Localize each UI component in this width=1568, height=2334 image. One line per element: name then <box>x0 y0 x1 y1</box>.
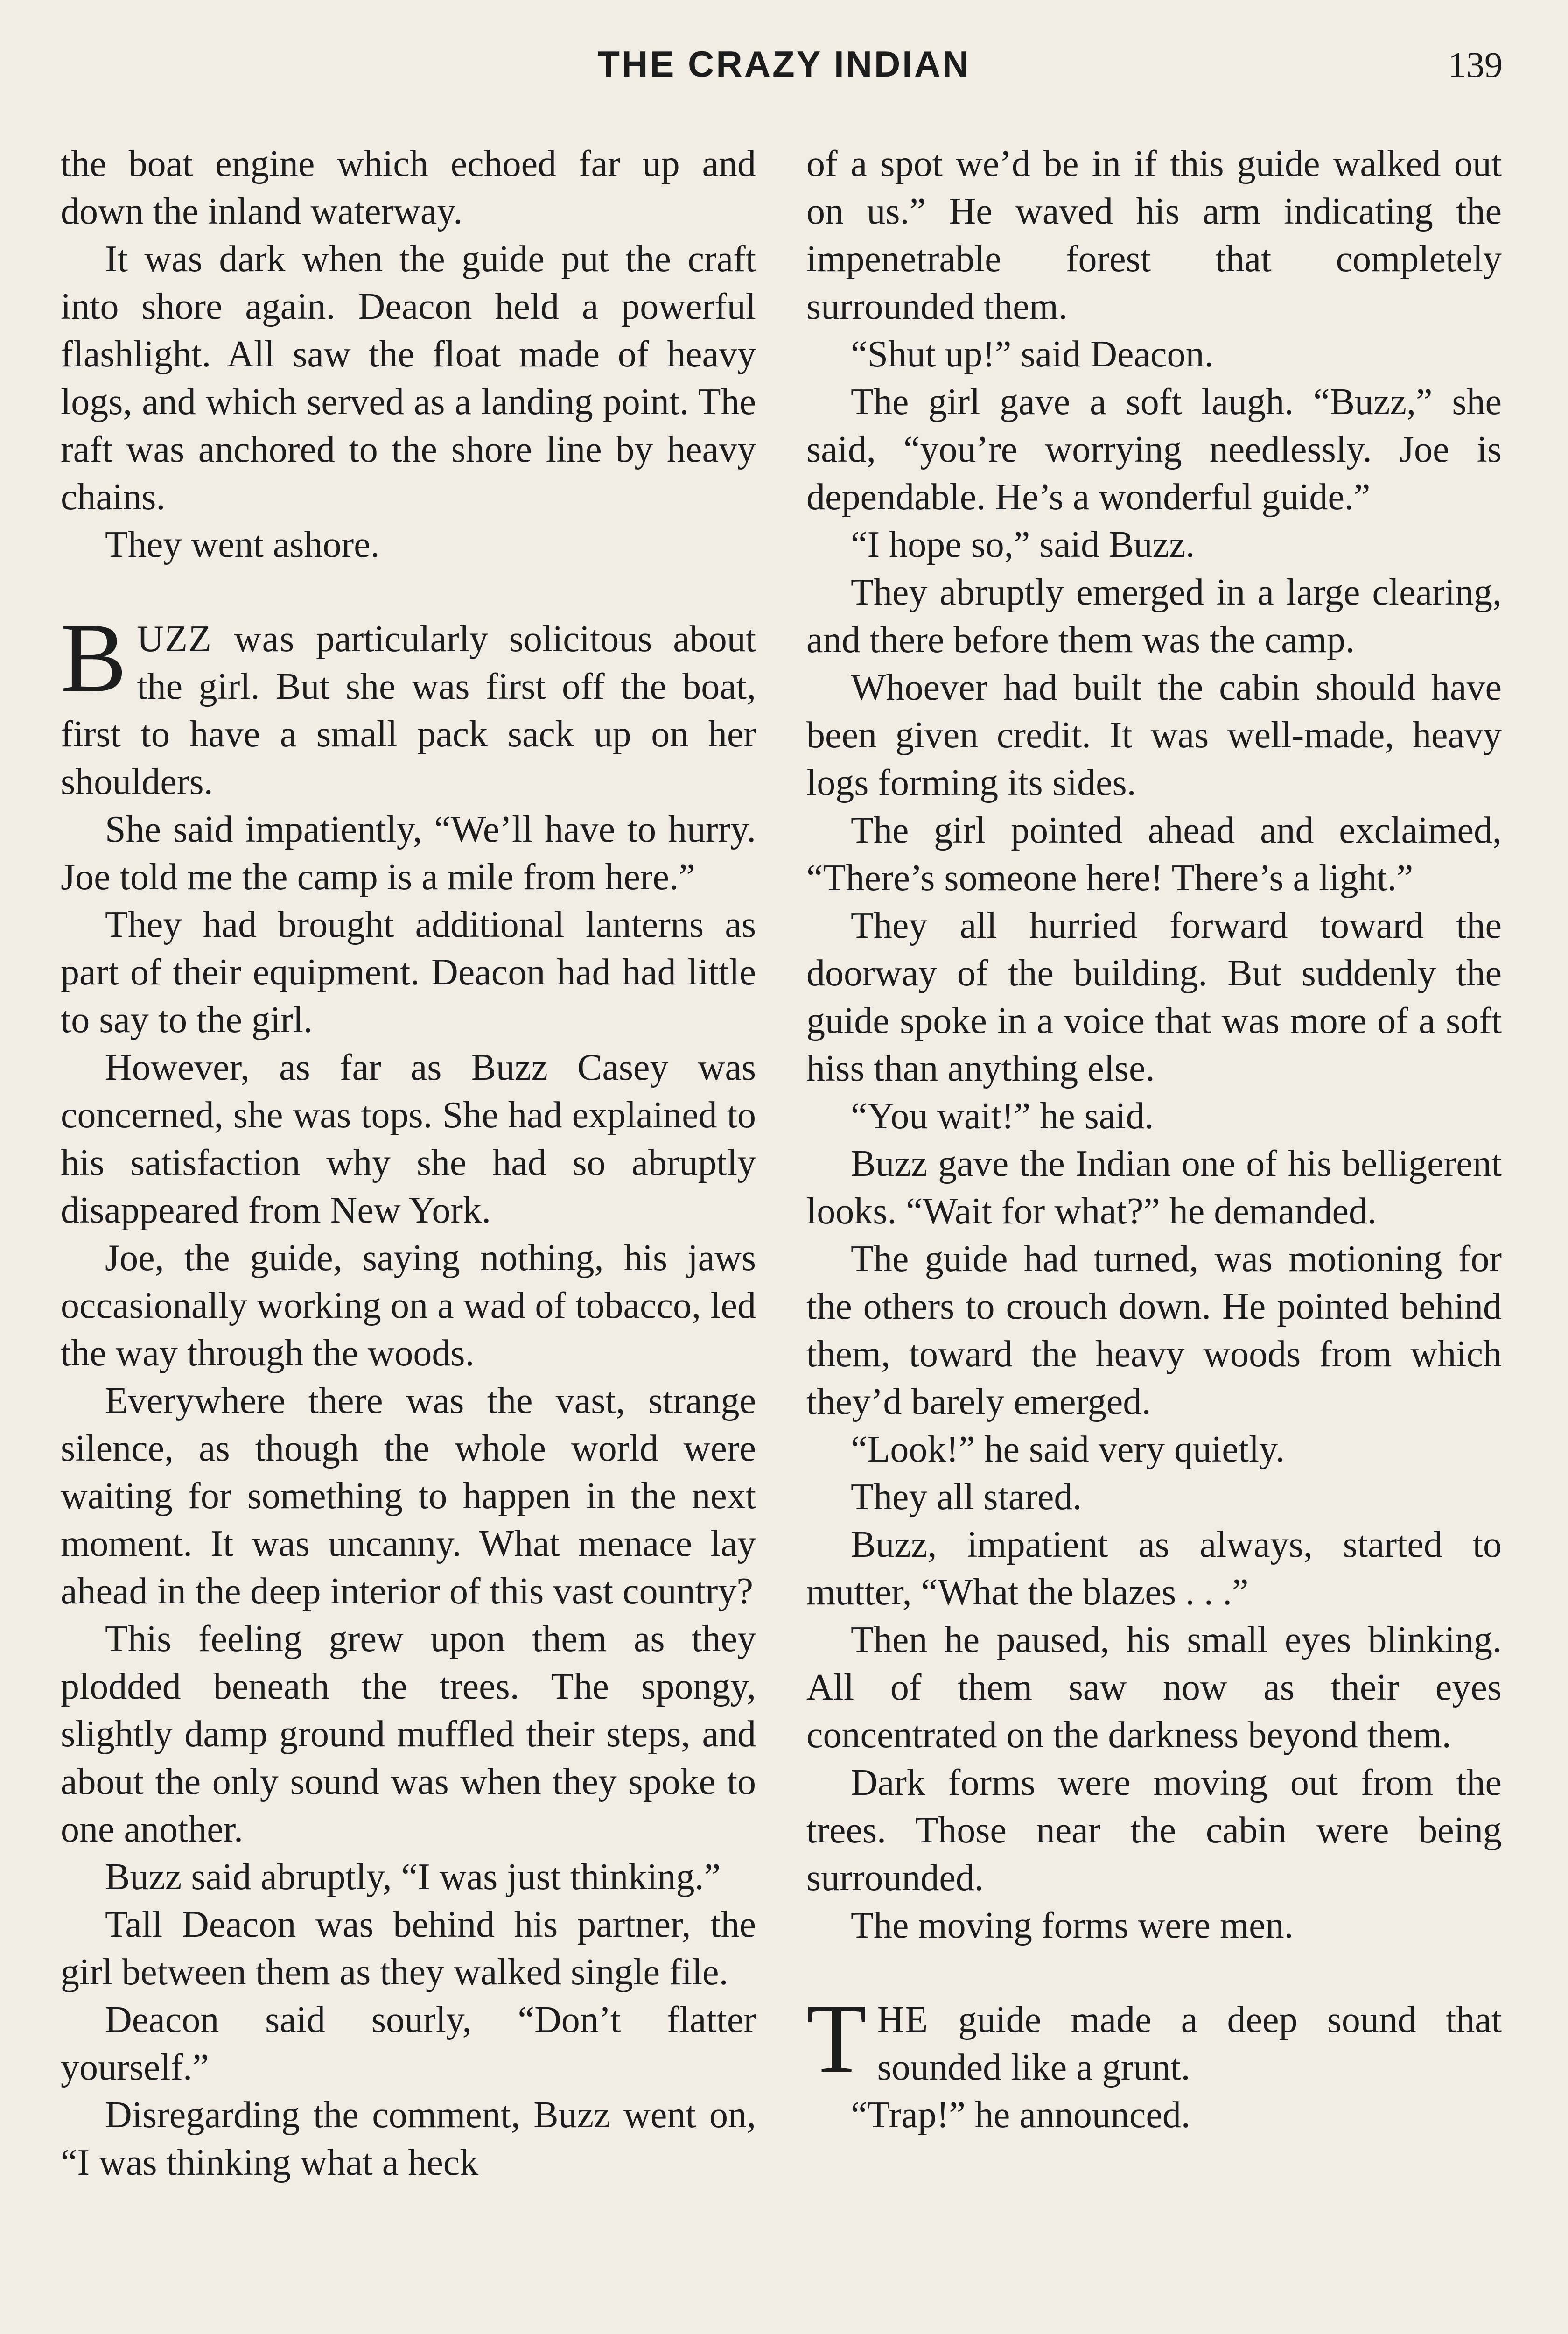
paragraph: “I hope so,” said Buzz. <box>851 524 1195 565</box>
paragraph: Buzz gave the Indian one of his belligerent looks. “Wait for what?” he demanded. <box>806 1143 1502 1232</box>
page-header <box>61 43 1507 104</box>
drop-cap-letter: B <box>61 603 127 712</box>
paragraph: It was dark when the guide put the craft into shore again. Deacon held a powerful flashlight. All saw the float made of heavy logs, and which served as a landing point. The raft was anchored to the shore line by heavy chains. <box>61 239 756 518</box>
paragraph: They went ashore. <box>105 524 380 565</box>
paragraph: Buzz said abruptly, “I was just thinking.” <box>105 1856 721 1898</box>
paragraph: Everywhere there was the vast, strange silence, as though the whole world were waiting for something to happen in the next moment. It was uncanny. What menace lay ahead in the deep interior of this vast country? <box>61 1380 756 1612</box>
paragraph: Buzz, impatient as always, started to mutter, “What the blazes . . .” <box>806 1524 1502 1613</box>
paragraph: Dark forms were moving out from the trees. Those near the cabin were being surrounded. <box>806 1762 1502 1898</box>
paragraph: “You wait!” he said. <box>851 1096 1154 1137</box>
paragraph: This feeling grew upon them as they plodded beneath the trees. The spongy, slightly damp ground muffled their steps, and about the only sound was when they spoke to one another. <box>61 1618 756 1850</box>
right-column <box>806 140 1502 2139</box>
lead-in-text: UZZ was <box>137 619 295 660</box>
paragraph: Whoever had built the cabin should have been given credit. It was well-made, heavy logs forming its sides. <box>806 667 1502 803</box>
paragraph: Then he paused, his small eyes blinking. All of them saw now as their eyes concentrated on the darkness beyond them. <box>806 1619 1502 1756</box>
paragraph: However, as far as Buzz Casey was concerned, she was tops. She had explained to his satisfaction why she had so abruptly disappeared from New York. <box>61 1047 756 1231</box>
paragraph: The moving forms were men. <box>851 1905 1294 1946</box>
paragraph: The guide had turned, was motioning for the others to crouch down. He pointed behind them, toward the heavy woods from which they’d barely emerged. <box>806 1238 1502 1422</box>
paragraph: the boat engine which echoed far up and down the inland waterway. <box>61 143 756 232</box>
section-break <box>61 569 756 615</box>
paragraph: The girl gave a soft laugh. “Buzz,” she said, “you’re worrying needlessly. Joe is dependable. He’s a wonderful guide.” <box>806 381 1502 518</box>
dropcap-paragraph <box>61 603 756 806</box>
running-title: THE CRAZY INDIAN <box>597 43 971 84</box>
paragraph: “Look!” he said very quietly. <box>851 1429 1285 1470</box>
paragraph: She said impatiently, “We’ll have to hurry. Joe told me the camp is a mile from here.” <box>61 809 756 898</box>
paragraph: Joe, the guide, saying nothing, his jaws occasionally working on a wad of tobacco, led the way through the woods. <box>61 1237 756 1374</box>
paragraph: “Trap!” he announced. <box>851 2095 1190 2136</box>
paragraph: “Shut up!” said Deacon. <box>851 334 1214 375</box>
paragraph: They abruptly emerged in a large clearing, and there before them was the camp. <box>806 572 1502 661</box>
paragraph-body: guide made a deep sound that sounded like a grunt. <box>877 1999 1502 2088</box>
paragraph: The girl pointed ahead and exclaimed, “There’s someone here! There’s a light.” <box>806 810 1502 899</box>
paragraph: Disregarding the comment, Buzz went on, “I was thinking what a heck <box>61 2095 756 2183</box>
paragraph-body: particularly solicitous about the girl. But she was first off the boat, first to have a small pack sack up on her shoulders. <box>61 619 756 802</box>
paragraph: of a spot we’d be in if this guide walked out on us.” He waved his arm indicating the impenetrable forest that completely surrounded them. <box>806 143 1502 327</box>
paragraph: They all stared. <box>851 1476 1082 1518</box>
left-column <box>61 140 756 2186</box>
paragraph: Deacon said sourly, “Don’t flatter yourself.” <box>61 1999 756 2088</box>
paragraph: Tall Deacon was behind his partner, the girl between them as they walked single file. <box>61 1904 756 1993</box>
paragraph: They had brought additional lanterns as part of their equipment. Deacon had had little to say to the girl. <box>61 904 756 1040</box>
dropcap-paragraph <box>806 1983 1502 2093</box>
lead-in-text: HE <box>877 1999 929 2040</box>
drop-cap-letter: T <box>806 1983 867 2093</box>
section-break <box>806 1949 1502 1996</box>
page-number: 139 <box>1448 44 1503 85</box>
paragraph: They all hurried forward toward the doorway of the building. But suddenly the guide spoke in a voice that was more of a soft hiss than anything else. <box>806 905 1502 1089</box>
